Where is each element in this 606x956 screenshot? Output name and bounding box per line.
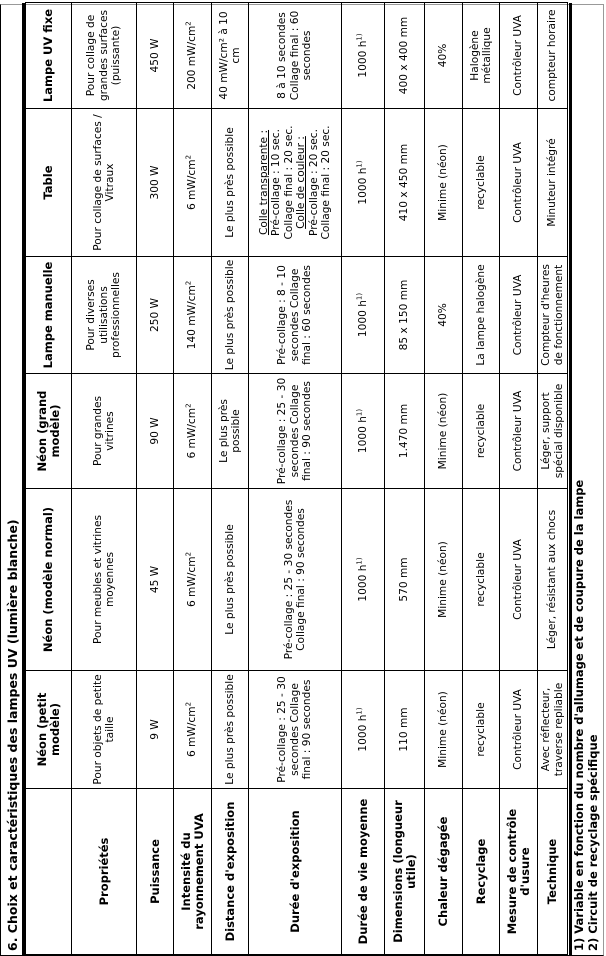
table-cell bbox=[249, 671, 342, 789]
superscript: 2 bbox=[184, 701, 193, 707]
cell-text: 1000 h bbox=[356, 564, 369, 602]
cell-text: 410 x 450 mm bbox=[398, 143, 411, 222]
table-cell bbox=[385, 257, 425, 374]
exposure-line: Pré-collage : 10 sec. bbox=[270, 129, 282, 236]
superscript: 2 bbox=[184, 551, 193, 557]
table-cell bbox=[463, 374, 500, 489]
row-label: Intensité du rayonnement UVA bbox=[174, 789, 212, 955]
table-cell bbox=[212, 257, 249, 374]
cell-text: Halogène métallique bbox=[468, 27, 493, 84]
table-cell bbox=[137, 671, 174, 789]
cell-text: Avec réflecteur, traverse repliable bbox=[540, 682, 565, 777]
cell-text: Pré-collage : 8 - 10 secondes Collage final : 60 secondes bbox=[276, 265, 314, 365]
cell-text: 1000 h bbox=[356, 416, 369, 454]
table-cell bbox=[72, 489, 137, 671]
table-cell bbox=[500, 489, 538, 671]
table-cell bbox=[137, 374, 174, 489]
table-cell bbox=[212, 3, 249, 109]
header-lampe-uv-fixe: Lampe UV fixe bbox=[26, 3, 72, 109]
superscript: 1) bbox=[355, 160, 364, 168]
header-table: Table bbox=[26, 109, 72, 257]
table-cell bbox=[425, 671, 463, 789]
cell-text: 570 mm bbox=[398, 557, 411, 602]
exposure-line: Collage final : 20 sec. bbox=[320, 125, 332, 240]
table-cell bbox=[500, 3, 538, 109]
table-cell bbox=[342, 671, 385, 789]
cell-text: 40 mW/cm² à 10 cm bbox=[217, 11, 242, 100]
cell-text: Minime (néon) bbox=[437, 392, 450, 470]
cell-text: Léger, résistant aux chocs bbox=[546, 509, 559, 650]
cell-text: Pour diverses utilisations professionnelles bbox=[85, 272, 123, 358]
row-label: Puissance bbox=[137, 789, 174, 955]
cell-text: 6 mW/cm bbox=[186, 706, 199, 758]
table-cell bbox=[249, 257, 342, 374]
table-cell bbox=[538, 671, 568, 789]
cell-text: Pour collage de grandes surfaces (puissante) bbox=[85, 9, 123, 102]
table-cell bbox=[500, 671, 538, 789]
table-cell bbox=[72, 109, 137, 257]
cell-text: 200 mW/cm bbox=[186, 25, 199, 90]
table-cell bbox=[342, 3, 385, 109]
cell-text: Contrôleur UVA bbox=[512, 390, 525, 472]
table-row bbox=[212, 3, 249, 955]
table-cell bbox=[425, 489, 463, 671]
table-cell bbox=[385, 671, 425, 789]
cell-text: 1000 h bbox=[356, 167, 369, 205]
row-label: Distance d'exposition bbox=[212, 789, 249, 955]
cell-text: Pour collage de surfaces / Vitraux bbox=[91, 114, 116, 251]
table-cell bbox=[385, 109, 425, 257]
exposure-line: Colle transparente : bbox=[257, 129, 270, 236]
table-frame bbox=[0, 4, 604, 956]
table-cell bbox=[174, 3, 212, 109]
table-cell bbox=[385, 3, 425, 109]
table-row bbox=[72, 3, 137, 955]
cell-text: 110 mm bbox=[398, 707, 411, 752]
row-label: Mesure de contrôle d'usure bbox=[500, 789, 538, 955]
cell-text: Le plus près possible bbox=[223, 259, 236, 371]
section-title: 6. Choix et caractéristiques des lampes UV (lumière blanche) bbox=[1, 3, 25, 955]
table-cell bbox=[463, 109, 500, 257]
table-cell bbox=[137, 257, 174, 374]
table-cell bbox=[72, 374, 137, 489]
row-label: Durée de vie moyenne bbox=[342, 789, 385, 955]
table-cell bbox=[385, 374, 425, 489]
table-row bbox=[174, 3, 212, 955]
cell-text: 6 mW/cm bbox=[186, 407, 199, 459]
superscript: 1) bbox=[355, 557, 364, 565]
cell-text: 1000 h bbox=[356, 714, 369, 752]
table-cell bbox=[463, 3, 500, 109]
table-cell bbox=[538, 109, 568, 257]
table-cell bbox=[500, 257, 538, 374]
superscript: 2 bbox=[184, 280, 193, 286]
cell-text: Pré-collage : 25 - 30 secondes Collage final : 90 secondes bbox=[282, 499, 307, 660]
row-label: Dimensions (longueur utile) bbox=[385, 789, 425, 955]
table-cell bbox=[137, 489, 174, 671]
row-label: Chaleur dégagée bbox=[425, 789, 463, 955]
cell-text: 6 mW/cm bbox=[186, 159, 199, 211]
cell-text: recyclable bbox=[474, 702, 487, 757]
header-row bbox=[26, 3, 72, 955]
cell-text: Contrôleur UVA bbox=[512, 142, 525, 223]
table-row bbox=[385, 3, 425, 955]
cell-text: 300 W bbox=[148, 165, 161, 200]
table-cell bbox=[425, 3, 463, 109]
cell-text: 1000 h bbox=[356, 40, 369, 78]
cell-text: Minime (néon) bbox=[437, 541, 450, 618]
header-lampe-manuelle: Lampe manuelle bbox=[26, 257, 72, 374]
row-label: Durée d'exposition bbox=[249, 789, 342, 955]
table-cell bbox=[72, 257, 137, 374]
cell-text: Le plus près possible bbox=[223, 674, 236, 785]
cell-text: Minuteur intégré bbox=[546, 138, 559, 227]
row-label: Recyclage bbox=[463, 789, 500, 955]
exposure-line: Collage final : 20 sec. bbox=[282, 125, 295, 240]
cell-text: 85 x 150 mm bbox=[398, 279, 411, 351]
table-cell bbox=[174, 257, 212, 374]
cell-text: 250 W bbox=[148, 297, 161, 333]
superscript: 2 bbox=[184, 403, 193, 408]
cell-text: 1000 h bbox=[356, 300, 369, 338]
table-cell bbox=[212, 109, 249, 257]
table-cell bbox=[538, 374, 568, 489]
cell-text: compteur horaire bbox=[546, 9, 559, 102]
table-row bbox=[137, 3, 174, 955]
table-cell bbox=[174, 109, 212, 257]
exposure-line: Pré-collage : 20 sec. bbox=[307, 129, 320, 236]
table-cell bbox=[425, 257, 463, 374]
cell-text: Minime (néon) bbox=[437, 144, 450, 221]
table-cell bbox=[500, 374, 538, 489]
table-cell bbox=[463, 489, 500, 671]
cell-text: Contrôleur UVA bbox=[512, 539, 525, 620]
cell-text: 45 W bbox=[148, 565, 161, 594]
cell-text: 6 mW/cm bbox=[186, 556, 199, 608]
table-cell bbox=[538, 257, 568, 374]
table-cell bbox=[174, 671, 212, 789]
footnotes bbox=[569, 3, 601, 955]
cell-text: 8 à 10 secondes Collage final : 60 secondes bbox=[276, 10, 314, 101]
footnote-1: 1) Variable en fonction du nombre d'allumage et de coupure de la lampe bbox=[572, 479, 586, 951]
superscript: 1) bbox=[355, 408, 364, 417]
table-row bbox=[500, 3, 538, 955]
cell-text: Compteur d'heures de fonctionnement bbox=[540, 264, 565, 366]
cell-text: 90 W bbox=[148, 417, 161, 445]
cell-text: Pour grandes vitrines bbox=[91, 396, 116, 466]
table-cell-exposure-table bbox=[249, 109, 342, 257]
superscript: 1) bbox=[355, 707, 364, 715]
table-cell bbox=[72, 3, 137, 109]
cell-text: Contrôleur UVA bbox=[512, 689, 525, 770]
cell-text: recyclable bbox=[474, 155, 487, 210]
table-row bbox=[342, 3, 385, 955]
table-cell bbox=[174, 489, 212, 671]
table-cell bbox=[500, 109, 538, 257]
table-cell bbox=[538, 489, 568, 671]
cell-text: Pré-collage : 25 - 30 secondes Collage final : 90 secondes bbox=[276, 676, 314, 783]
cell-text: Minime (néon) bbox=[437, 691, 450, 768]
footnote-2: 2) Circuit de recyclage spécifique bbox=[585, 734, 600, 951]
cell-text: 9 W bbox=[148, 719, 161, 740]
table-cell bbox=[342, 489, 385, 671]
table-cell bbox=[249, 489, 342, 671]
cell-text: 450 W bbox=[148, 38, 161, 73]
table-cell bbox=[425, 374, 463, 489]
header-neon-petit: Néon (petit modèle) bbox=[26, 671, 72, 789]
table-cell bbox=[538, 3, 568, 109]
cell-text: 400 x 400 mm bbox=[398, 16, 411, 95]
cell-text: Contrôleur UVA bbox=[512, 15, 525, 96]
table-row bbox=[538, 3, 568, 955]
table-cell bbox=[342, 109, 385, 257]
table-cell bbox=[425, 109, 463, 257]
table-cell bbox=[463, 257, 500, 374]
cell-text: recyclable bbox=[474, 552, 487, 607]
header-neon-grand: Néon (grand modèle) bbox=[26, 374, 72, 489]
table-row bbox=[463, 3, 500, 955]
exposure-line: Colle de couleur : bbox=[295, 136, 307, 229]
row-label: Technique bbox=[538, 789, 568, 955]
row-label: Propriétés bbox=[72, 789, 137, 955]
table-cell bbox=[342, 374, 385, 489]
cell-text: Contrôleur UVA bbox=[512, 274, 525, 356]
table-cell bbox=[212, 671, 249, 789]
cell-text: Léger, support spécial disponible bbox=[540, 383, 565, 479]
table-cell bbox=[249, 3, 342, 109]
table-cell bbox=[137, 109, 174, 257]
table-cell bbox=[212, 374, 249, 489]
cell-text: La lampe halogène bbox=[474, 264, 487, 366]
cell-text: Pour objets de petite taille bbox=[91, 674, 116, 785]
cell-text: Pré-collage : 25 - 30 secondes Collage final : 90 secondes bbox=[276, 377, 314, 485]
table-cell bbox=[249, 374, 342, 489]
table-cell bbox=[342, 257, 385, 374]
table-cell bbox=[174, 374, 212, 489]
superscript: 1) bbox=[355, 292, 364, 301]
cell-text: 1.470 mm bbox=[398, 403, 411, 459]
superscript: 2 bbox=[184, 154, 193, 160]
uv-lamps-table bbox=[25, 2, 568, 955]
cell-text: recyclable bbox=[474, 403, 487, 459]
cell-text: 40% bbox=[437, 43, 450, 68]
cell-text: 140 mW/cm bbox=[186, 285, 199, 350]
table-cell bbox=[212, 489, 249, 671]
table-row bbox=[425, 3, 463, 955]
header-neon-normal: Néon (modèle normal) bbox=[26, 489, 72, 671]
superscript: 2 bbox=[184, 21, 193, 26]
table-row bbox=[249, 3, 342, 955]
superscript: 1) bbox=[355, 33, 364, 41]
cell-text: 40% bbox=[437, 303, 450, 327]
table-cell bbox=[463, 671, 500, 789]
table-cell bbox=[72, 671, 137, 789]
cell-text: Le plus près possible bbox=[223, 127, 236, 238]
table-cell bbox=[137, 3, 174, 109]
header-corner bbox=[26, 789, 72, 955]
cell-text: Pour meubles et vitrines moyennes bbox=[91, 515, 116, 645]
table-cell bbox=[385, 489, 425, 671]
cell-text: Le plus près possible bbox=[223, 524, 236, 635]
cell-text: Le plus près possible bbox=[217, 399, 242, 463]
